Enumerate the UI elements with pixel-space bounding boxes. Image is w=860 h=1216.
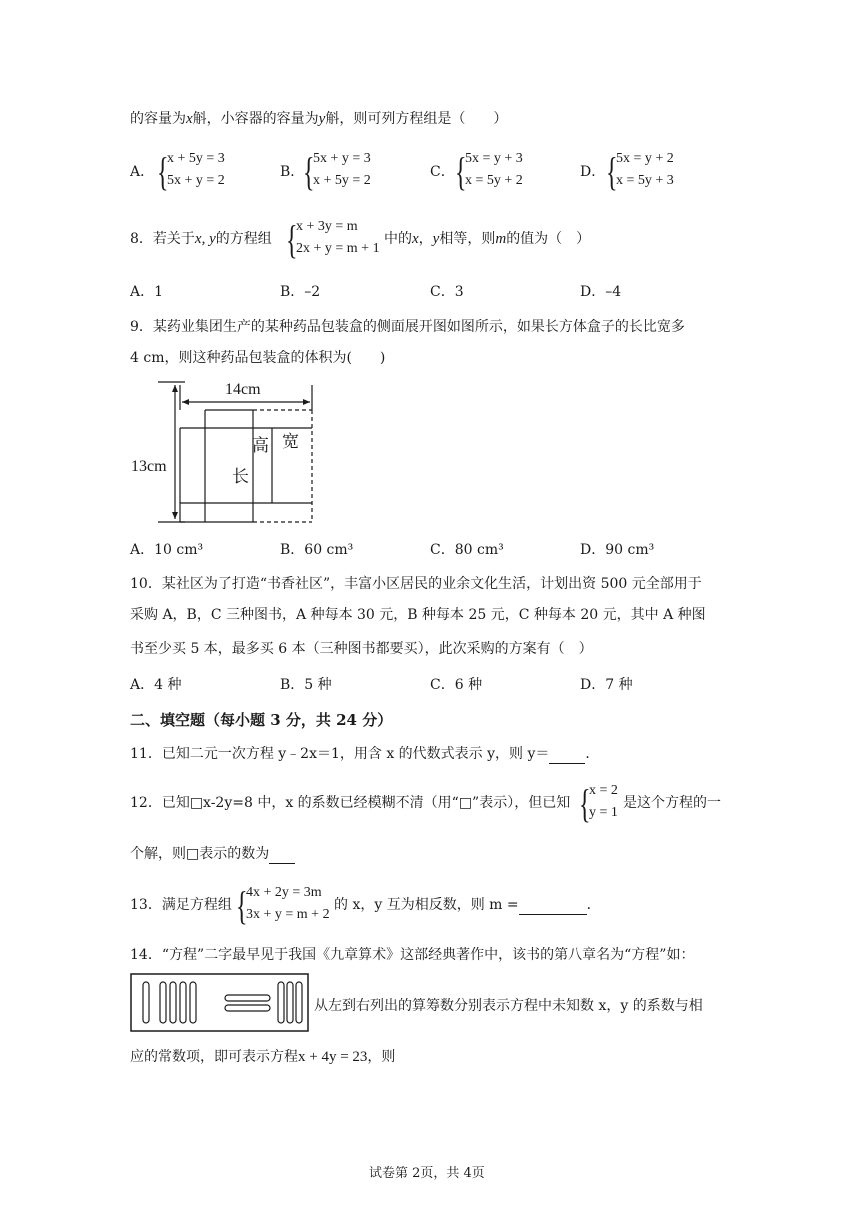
q7-option-b-label[interactable]: B． [280, 164, 305, 180]
q7-option-a-label[interactable]: A． [130, 164, 155, 180]
figure-left-dim: 13cm [131, 458, 167, 475]
q9-option-a[interactable]: A．10 cm³ [130, 542, 204, 558]
q8-option-d[interactable]: D．–4 [580, 284, 622, 300]
rod-icon [160, 982, 166, 1023]
rod-icon [287, 982, 293, 1023]
q7-y-var: y [318, 111, 326, 127]
rod-horizontal-icon [225, 995, 270, 1001]
figure-kuan: 宽 [282, 432, 299, 452]
brace-icon: { [606, 149, 618, 194]
q12-line1a: 12．已知□x-2y=8 中，x 的系数已经模糊不清（用“□”表示），但已知 [130, 795, 571, 811]
q7-x-var: x [186, 111, 193, 127]
q10-line3: 书至少买 5 本，最多买 6 本（三种图书都要买），此次采购的方案有（ ） [130, 641, 593, 657]
q12-line1b: 是这个方程的一 [623, 795, 721, 811]
q10-option-c[interactable]: C．6 种 [430, 677, 483, 693]
q8-option-b[interactable]: B．–2 [280, 284, 321, 300]
q11-answer-blank[interactable] [549, 747, 585, 764]
brace-icon: { [286, 217, 298, 262]
q9-option-d[interactable]: D．90 cm³ [580, 542, 655, 558]
rod-icon [180, 982, 186, 1023]
figure-gao: 高 [252, 436, 269, 456]
rod-icon [296, 982, 302, 1023]
q9-option-b[interactable]: B．60 cm³ [280, 542, 354, 558]
q10-line2: 采购 A，B，C 三种图书，A 种每本 30 元，B 种每本 25 元，C 种每本 20 元，其中 A 种图 [130, 607, 706, 623]
q7-option-d-label[interactable]: D． [580, 164, 606, 180]
rod-icon [143, 982, 149, 1023]
q11: 11．已知二元一次方程 y﹣2x＝1，用含 x 的代数式表示 y，则 y＝ ． [130, 746, 600, 762]
arrow-right-icon [303, 399, 310, 405]
q8-option-a[interactable]: A．1 [130, 284, 164, 300]
q9-line2: 4 cm，则这种药品包装盒的体积为( ) [130, 350, 386, 366]
q9-option-c[interactable]: C．80 cm³ [430, 542, 504, 558]
brace-icon: { [455, 149, 467, 194]
q7-option-c-label[interactable]: C． [430, 164, 455, 180]
q14-line3: 应的常数项，即可表示方程x + 4y = 23，则 [130, 1049, 396, 1065]
q13-tail: 的 x，y 互为相反数，则 m = ． [334, 897, 601, 913]
q7-stem: 的容量为x斛，小容器的容量为y斛，则可列方程组是（ ） [130, 111, 508, 127]
rod-icon [170, 982, 176, 1023]
rod-icon [190, 982, 196, 1023]
arrow-down-icon [172, 512, 178, 519]
page-footer: 试卷第 2页，共 4页 [369, 1166, 485, 1181]
q10-option-a[interactable]: A．4 种 [130, 677, 182, 693]
rod-horizontal-icon [225, 1005, 270, 1011]
q8-stem-a: 8．若关于x, y的方程组 [130, 231, 272, 247]
counting-rods-figure [130, 973, 310, 1033]
rod-icon [278, 982, 284, 1023]
section2-title: 二、填空题（每小题 3 分，共 24 分） [130, 711, 393, 729]
brace-icon: { [579, 781, 591, 826]
q10-line1: 10．某社区为了打造“书香社区”，丰富小区居民的业余文化生活，计划出资 500 元全部用于 [130, 576, 702, 592]
q8-stem-b: 中的x，y相等，则m的值为（ ） [384, 231, 591, 247]
q12-answer-blank[interactable] [269, 847, 295, 864]
q9-line1: 9．某药业集团生产的某种药品包装盒的侧面展开图如图所示，如果长方体盒子的长比宽多 [130, 319, 685, 335]
brace-icon: { [303, 149, 315, 194]
q10-option-b[interactable]: B．5 种 [280, 677, 332, 693]
q8-option-c[interactable]: C．3 [430, 284, 464, 300]
arrow-left-icon [182, 399, 189, 405]
q13-prefix: 13．满足方程组 [130, 897, 232, 913]
q10-option-d[interactable]: D．7 种 [580, 677, 633, 693]
arrow-up-icon [172, 385, 178, 392]
q12-line2: 个解，则□表示的数为 [130, 844, 295, 864]
figure-top-dim: 14cm [225, 381, 261, 398]
brace-icon: { [236, 883, 248, 928]
q14-line2: 从左到右列出的算筹数分别表示方程中未知数 x，y 的系数与相 [314, 998, 703, 1014]
brace-icon: { [157, 149, 169, 194]
q14-line1: 14．“方程”二字最早见于我国《九章算术》这部经典著作中，该书的第八章名为“方程”如： [130, 947, 695, 963]
q13-answer-blank[interactable] [519, 898, 587, 915]
figure-chang: 长 [232, 467, 249, 487]
